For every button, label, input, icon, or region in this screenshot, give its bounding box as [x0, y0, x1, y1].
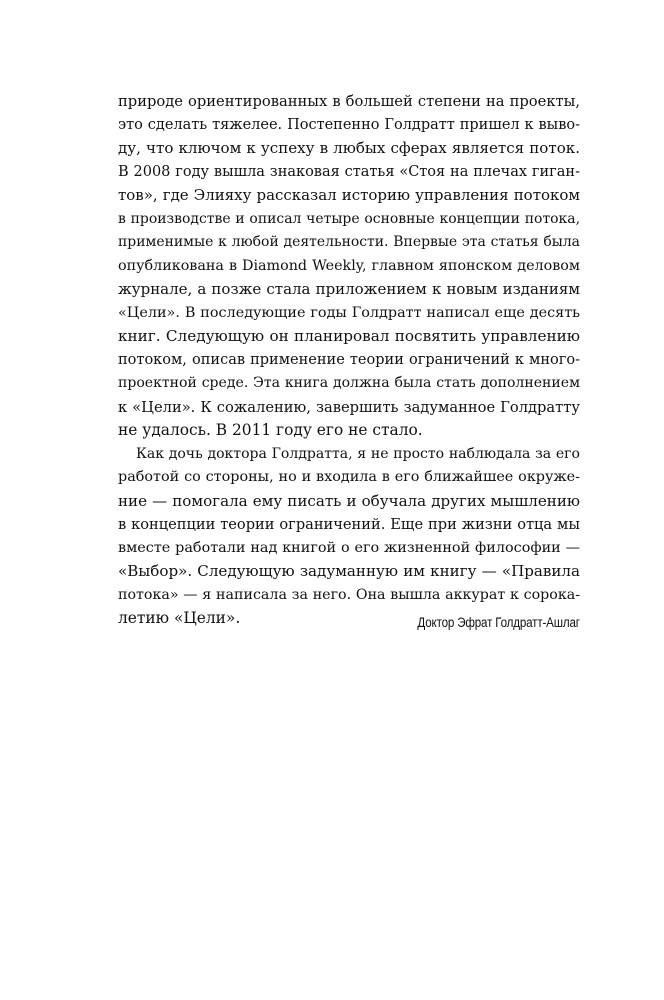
text-line: потока» — я написала за него. Она вышла аккурат к сорока- — [118, 586, 580, 603]
text-line: тов», где Элияху рассказал историю управления потоком — [118, 186, 580, 204]
text-line: журнале, а позже стала приложением к новым изданиям — [118, 280, 580, 298]
text-line: это сделать тяжелее. Постепенно Голдратт пришел к выво- — [118, 116, 580, 133]
text-line: проектной среде. Эта книга должна была стать дополнением — [118, 375, 580, 391]
text-line: к «Цели». К сожалению, завершить задуманное Голдратту — [118, 398, 580, 416]
body-text — [118, 90, 580, 631]
paragraph-2 — [118, 443, 580, 631]
paragraph-1 — [118, 90, 580, 443]
text-line: природе ориентированных в большей степени на проекты, — [118, 93, 580, 110]
text-line: потоком, описав применение теории ограничений к много- — [118, 351, 580, 368]
text-line: не удалось. В 2011 году его не стало. — [118, 421, 423, 439]
text-line: книг. Следующую он планировал посвятить управлению — [118, 327, 580, 345]
text-line: вместе работали над книгой о его жизненной философии — — [118, 539, 580, 556]
text-line: «Выбор». Следующую задуманную им книгу — «Правила — [118, 562, 580, 580]
text-line: «Цели». В последующие годы Голдратт написал еще десять — [118, 304, 580, 321]
text-line: ние — помогала ему писать и обучала других мышлению — [118, 491, 580, 510]
text-line: летию «Цели». — [118, 609, 241, 627]
text-line: работой со стороны, но и входила в его ближайшее окруже- — [118, 469, 580, 485]
text-line: в производстве и описал четыре основные концепции потока, — [118, 210, 580, 227]
text-line: ду, что ключом к успеху в любых сферах является поток. — [118, 139, 580, 157]
author-signature: Доктор Эфрат Голдратт-Ашлаг — [417, 615, 580, 630]
text-line: Как дочь доктора Голдратта, я не просто наблюдала за его — [136, 445, 580, 462]
text-line: в концепции теории ограничений. Еще при жизни отца мы — [118, 516, 580, 533]
text-line: применимые к любой деятельности. Впервые эта статья была — [118, 234, 580, 250]
text-line: В 2008 году вышла знаковая статья «Стоя на плечах гиган- — [118, 163, 580, 180]
text-line: опубликована в Diamond Weekly, главном японском деловом — [118, 257, 580, 274]
